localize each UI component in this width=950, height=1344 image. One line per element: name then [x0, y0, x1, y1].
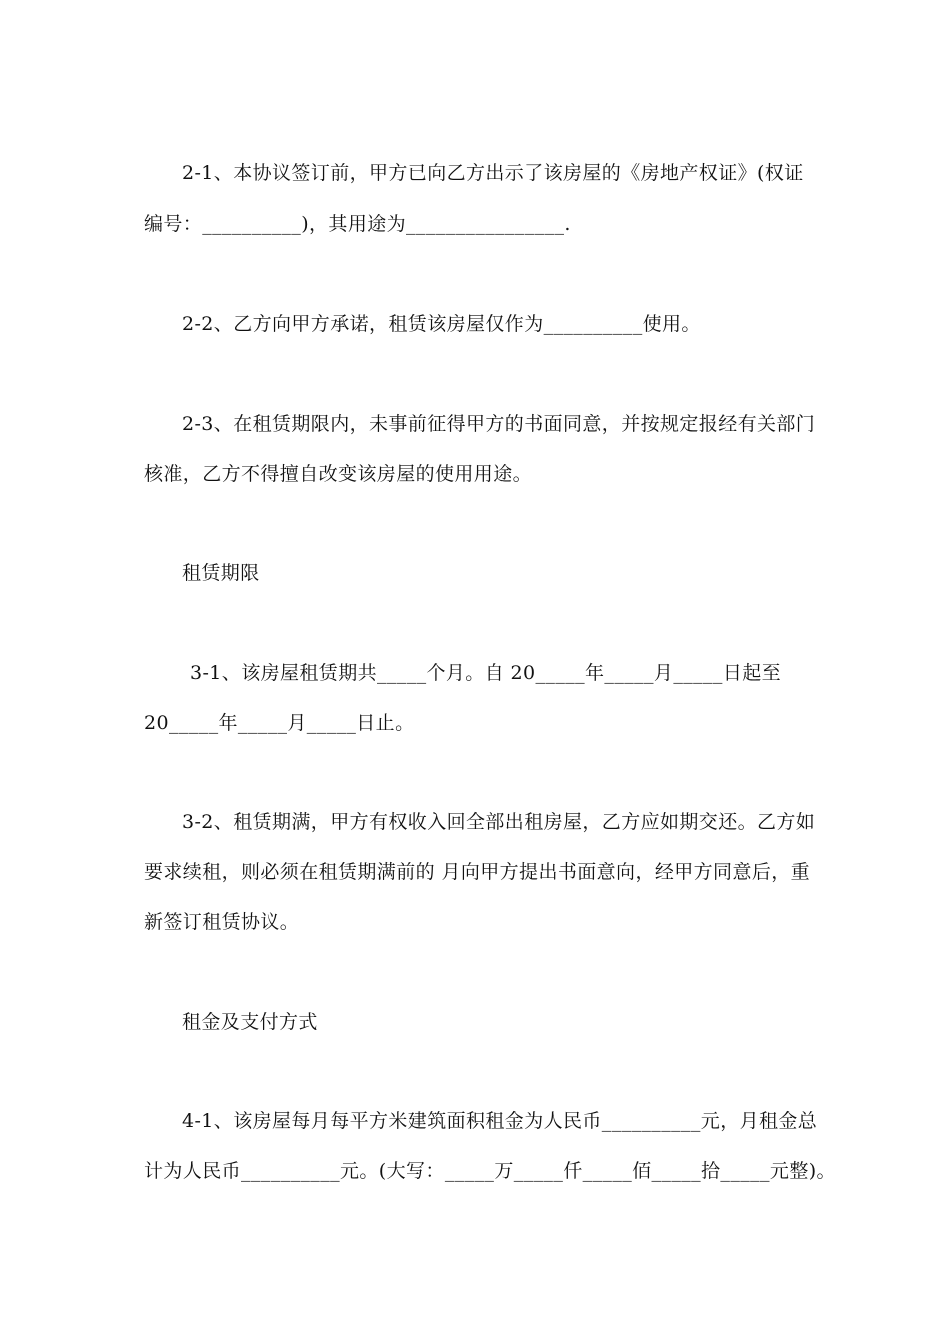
clause-3-2-line-3: 新签订租赁协议。	[144, 911, 300, 933]
clause-2-3-line-1: 2-3、在租赁期限内，未事前征得甲方的书面同意，并按规定报经有关部门	[182, 413, 816, 435]
clause-2-3-line-2: 核准，乙方不得擅自改变该房屋的使用用途。	[144, 463, 533, 485]
clause-3-1-line-1: 3-1、该房屋租赁期共_____个月。自 20_____年_____月_____日起至	[190, 662, 782, 684]
clause-3-2-line-2: 要求续租，则必须在租赁期满前的 月向甲方提出书面意向，经甲方同意后，重	[144, 861, 811, 883]
clause-2-2-line-1: 2-2、乙方向甲方承诺，租赁该房屋仅作为__________使用。	[182, 313, 701, 335]
clause-4-1-line-2: 计为人民币__________元。(大写：_____万_____仟_____佰_____拾_____元整)。	[144, 1160, 836, 1182]
clause-3-1-line-2: 20_____年_____月_____日止。	[144, 712, 415, 734]
clause-2-1-line-2: 编号：__________)，其用途为________________.	[144, 213, 571, 235]
section-heading-rent-payment: 租金及支付方式	[182, 1011, 318, 1033]
section-heading-lease-term: 租赁期限	[182, 562, 260, 584]
clause-4-1-line-1: 4-1、该房屋每月每平方米建筑面积租金为人民币__________元，月租金总	[182, 1110, 818, 1132]
clause-3-2-line-1: 3-2、租赁期满，甲方有权收入回全部出租房屋，乙方应如期交还。乙方如	[182, 811, 816, 833]
clause-2-1-line-1: 2-1、本协议签订前，甲方已向乙方出示了该房屋的《房地产权证》(权证	[182, 162, 804, 184]
